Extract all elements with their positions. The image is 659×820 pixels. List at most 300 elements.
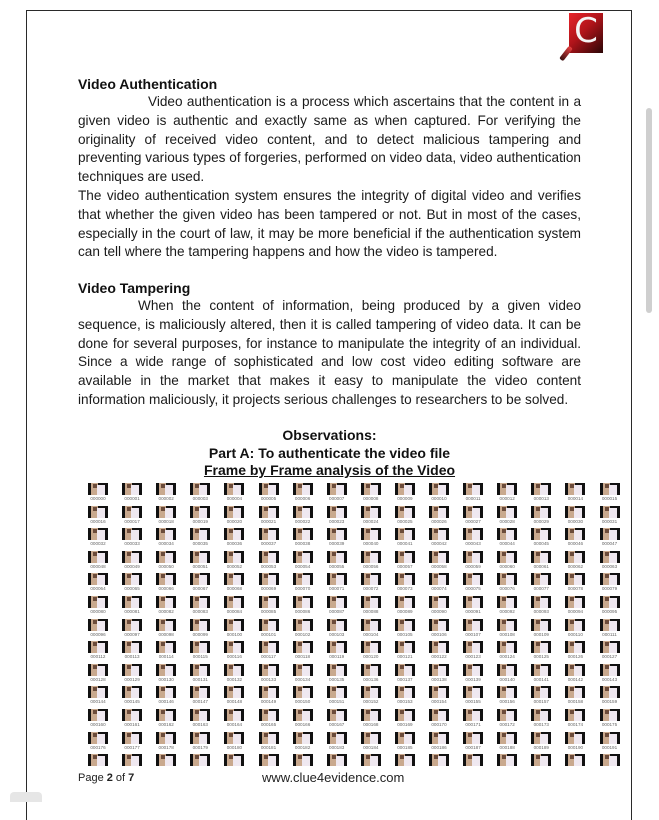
- frame-label: 000172: [499, 722, 515, 727]
- frame-image: [463, 551, 483, 563]
- frame-label: 000000: [90, 496, 106, 501]
- frame-image: [463, 754, 483, 766]
- frame-thumbnail: [321, 619, 353, 638]
- frame-label: 000130: [158, 676, 174, 682]
- frame-image: [190, 619, 210, 631]
- frame-label: 000141: [533, 676, 549, 682]
- frame-thumbnail: [423, 709, 455, 728]
- frame-thumbnail: [116, 619, 148, 638]
- frame-image: [463, 664, 483, 676]
- frame-thumbnail: [150, 754, 182, 766]
- frame-thumbnail: [423, 573, 455, 592]
- frame-image: [497, 619, 517, 631]
- frame-image: [122, 596, 142, 608]
- frame-image: [224, 732, 244, 744]
- frame-thumbnail: [253, 664, 285, 683]
- frame-image: [156, 732, 176, 744]
- frame-image: [600, 483, 620, 495]
- frame-label: 000056: [363, 563, 379, 569]
- frame-label: 000058: [431, 563, 447, 569]
- frame-label: 000097: [124, 631, 140, 637]
- frame-thumbnail: [253, 528, 285, 547]
- frame-thumbnail: [287, 641, 319, 660]
- frame-image: [259, 709, 279, 721]
- frame-label: 000090: [431, 609, 447, 614]
- frame-row: [82, 573, 622, 595]
- frame-image: [497, 528, 517, 540]
- frame-image: [565, 686, 585, 698]
- frame-thumbnail: [150, 596, 182, 615]
- frame-label: 000180: [226, 744, 243, 750]
- frame-image: [429, 664, 449, 676]
- frame-image: [565, 483, 585, 495]
- frame-thumbnail: [321, 732, 353, 751]
- frame-image: [327, 664, 347, 676]
- frame-label: 000178: [158, 744, 174, 750]
- frame-thumbnail: [491, 754, 523, 766]
- frame-label: 000014: [567, 496, 584, 501]
- frame-thumbnail: [594, 709, 626, 728]
- frame-thumbnail: [184, 506, 216, 525]
- frame-label: 000128: [90, 676, 106, 682]
- frame-thumbnail: [82, 641, 114, 660]
- frame-thumbnail: [116, 596, 148, 615]
- frame-image: [565, 709, 585, 721]
- frame-image: [327, 709, 347, 721]
- frame-label: 000112: [90, 654, 106, 660]
- frame-thumbnail: [116, 528, 148, 547]
- frame-thumbnail: [355, 664, 387, 683]
- frame-thumbnail: [150, 664, 182, 683]
- frame-image: [327, 573, 347, 585]
- frame-label: 000164: [226, 722, 243, 727]
- frame-image: [497, 483, 517, 495]
- frame-image: [156, 686, 176, 698]
- frame-image: [463, 709, 483, 721]
- frame-image: [224, 754, 244, 766]
- frame-thumbnail: [253, 754, 285, 766]
- frame-image: [600, 551, 620, 563]
- frame-label: 000173: [533, 722, 549, 727]
- frame-image: [88, 596, 108, 608]
- frame-thumbnail: [150, 551, 182, 570]
- frame-image: [361, 483, 381, 495]
- frame-label: 000079: [601, 586, 618, 592]
- frame-thumbnail: [423, 528, 455, 547]
- frame-label: 000062: [567, 563, 584, 569]
- frame-thumbnail: [82, 528, 114, 547]
- frame-image: [600, 528, 620, 540]
- frame-label: 000123: [465, 654, 481, 660]
- frame-thumbnail: [253, 709, 285, 728]
- frame-label: 000098: [158, 631, 174, 637]
- frame-thumbnail: [287, 483, 319, 502]
- frame-thumbnail: [525, 754, 557, 766]
- frame-thumbnail: [116, 506, 148, 525]
- frame-label: 000140: [499, 676, 515, 682]
- frame-label: 000008: [363, 496, 379, 501]
- frame-label: 000068: [226, 586, 243, 592]
- frame-thumbnail: [594, 641, 626, 660]
- section-video-authentication: [78, 76, 581, 262]
- frame-thumbnail: [184, 686, 216, 705]
- frame-thumbnail: [218, 732, 250, 751]
- frame-image: [224, 641, 244, 653]
- frame-image: [395, 551, 415, 563]
- frame-label: 000152: [363, 699, 379, 705]
- frame-label: 000074: [431, 586, 447, 592]
- frame-label: 000007: [329, 496, 345, 501]
- frame-thumbnail: [457, 664, 489, 683]
- frame-thumbnail: [457, 573, 489, 592]
- frame-image: [395, 619, 415, 631]
- frame-label: 000067: [192, 586, 208, 592]
- frame-label: 000170: [431, 722, 447, 727]
- frame-label: 000159: [601, 699, 618, 705]
- frame-label: 000147: [192, 699, 208, 705]
- frame-image: [361, 619, 381, 631]
- frame-label: 000076: [499, 586, 515, 592]
- frame-thumbnail: [525, 528, 557, 547]
- frame-image: [327, 619, 347, 631]
- frame-thumbnail: [423, 506, 455, 525]
- frame-label: 000021: [260, 518, 277, 524]
- frame-row: [82, 483, 622, 505]
- frame-thumbnail: [253, 483, 285, 502]
- frame-thumbnail: [321, 686, 353, 705]
- frame-image: [531, 641, 551, 653]
- frame-image: [327, 686, 347, 698]
- frame-image: [190, 732, 210, 744]
- frame-thumbnail: [355, 573, 387, 592]
- frame-label: 000075: [465, 586, 481, 592]
- frame-thumbnail: [321, 596, 353, 615]
- frame-image: [531, 483, 551, 495]
- frame-label: 000161: [124, 722, 140, 727]
- frame-thumbnail: [423, 551, 455, 570]
- frame-thumbnail: [525, 641, 557, 660]
- frame-thumbnail: [594, 573, 626, 592]
- frame-thumbnail: [594, 754, 626, 766]
- frame-thumbnail: [423, 754, 455, 766]
- frame-image: [361, 686, 381, 698]
- frame-label: 000133: [260, 676, 277, 682]
- frame-image: [190, 686, 210, 698]
- frame-image: [156, 551, 176, 563]
- frame-label: 000004: [226, 496, 243, 501]
- frame-image: [497, 573, 517, 585]
- frame-thumbnail: [116, 573, 148, 592]
- frame-label: 000129: [124, 676, 140, 682]
- frame-label: 000081: [124, 609, 140, 614]
- frame-thumbnail: [355, 619, 387, 638]
- frame-image: [224, 596, 244, 608]
- frame-label: 000182: [294, 744, 311, 750]
- frame-label: 000171: [465, 722, 481, 727]
- frame-label: 000066: [158, 586, 174, 592]
- frame-label: 000157: [533, 699, 549, 705]
- frame-thumbnail: [559, 619, 591, 638]
- frame-label: 000006: [294, 496, 311, 501]
- frame-label: 000037: [260, 541, 277, 547]
- frame-image: [88, 528, 108, 540]
- frame-image: [565, 619, 585, 631]
- frame-image: [156, 596, 176, 608]
- frame-row: [82, 596, 622, 618]
- frame-thumbnail: [218, 686, 250, 705]
- frame-thumbnail: [423, 641, 455, 660]
- frame-label: 000120: [363, 654, 379, 660]
- frame-image: [429, 754, 449, 766]
- frame-image: [259, 528, 279, 540]
- frame-image: [600, 686, 620, 698]
- frame-image: [327, 641, 347, 653]
- frame-label: 000156: [499, 699, 515, 705]
- frame-label: 000113: [124, 654, 140, 660]
- frame-label: 000096: [90, 631, 106, 637]
- frame-thumbnail: [150, 709, 182, 728]
- frame-image: [122, 506, 142, 518]
- frame-label: 000024: [363, 518, 379, 524]
- frame-row: [82, 686, 622, 708]
- frame-label: 000026: [431, 518, 447, 524]
- frame-image: [429, 573, 449, 585]
- frame-image: [395, 596, 415, 608]
- frame-label: 000092: [499, 609, 515, 614]
- frame-thumbnail: [355, 686, 387, 705]
- frame-label: 000048: [90, 563, 106, 569]
- frame-label: 000069: [260, 586, 277, 592]
- frame-label: 000146: [158, 699, 174, 705]
- frame-image: [565, 506, 585, 518]
- frame-thumbnail: [184, 664, 216, 683]
- frame-image: [293, 641, 313, 653]
- frame-label: 000084: [226, 609, 243, 614]
- frame-label: 000185: [397, 744, 413, 750]
- frame-image: [293, 483, 313, 495]
- frame-label: 000099: [192, 631, 208, 637]
- frame-thumbnail: [525, 664, 557, 683]
- frame-label: 000150: [294, 699, 311, 705]
- frame-thumbnail: [389, 619, 421, 638]
- frame-label: 000059: [465, 563, 481, 569]
- frame-label: 000003: [192, 496, 208, 501]
- frame-label: 000138: [431, 676, 447, 682]
- frame-label: 000160: [90, 722, 106, 727]
- frame-thumbnail: [116, 732, 148, 751]
- frame-label: 000042: [431, 541, 447, 547]
- frame-label: 000111: [602, 631, 617, 637]
- frame-thumbnail: [525, 709, 557, 728]
- frame-label: 000018: [158, 518, 174, 524]
- frame-image: [88, 551, 108, 563]
- frame-image: [497, 664, 517, 676]
- frame-label: 000088: [363, 609, 379, 614]
- paragraph: Video authentication is a process which ascertains that the content in a given video is authentic and exactly same as when captured. For verifying the originality of received video content, and to detect malicious tampering and preventing various types of forgeries, performed on video data, video authentication techniques are used.: [78, 94, 581, 185]
- frame-image: [600, 664, 620, 676]
- frame-image: [88, 506, 108, 518]
- frame-image: [293, 506, 313, 518]
- frame-label: 000136: [363, 676, 379, 682]
- frame-thumbnail: [491, 641, 523, 660]
- frame-thumbnail: [594, 596, 626, 615]
- frame-image: [361, 573, 381, 585]
- frame-label: 000034: [158, 541, 174, 547]
- frame-thumbnail: [355, 596, 387, 615]
- section-heading: Video Authentication: [78, 76, 218, 92]
- frame-image: [293, 754, 313, 766]
- frame-image: [531, 551, 551, 563]
- frame-image: [361, 506, 381, 518]
- frame-label: 000052: [226, 563, 243, 569]
- frame-label: 000105: [397, 631, 413, 637]
- frame-thumbnail: [321, 664, 353, 683]
- frame-thumbnail: [423, 619, 455, 638]
- frame-image: [156, 664, 176, 676]
- frame-thumbnail: [389, 596, 421, 615]
- frame-label: 000060: [499, 563, 515, 569]
- frame-label: 000020: [226, 518, 243, 524]
- frame-thumbnail: [116, 551, 148, 570]
- frame-label: 000101: [260, 631, 277, 637]
- frame-label: 000176: [90, 744, 106, 750]
- frame-image: [122, 641, 142, 653]
- frame-image: [600, 506, 620, 518]
- frame-image: [156, 506, 176, 518]
- frame-label: 000011: [465, 496, 481, 501]
- frame-label: 000162: [158, 722, 174, 727]
- frame-label: 000117: [261, 654, 276, 660]
- frame-label: 000085: [260, 609, 277, 614]
- frame-image: [122, 709, 142, 721]
- frame-thumbnail: [116, 664, 148, 683]
- frame-image: [190, 573, 210, 585]
- frame-label: 000027: [465, 518, 481, 524]
- frame-image: [361, 641, 381, 653]
- frame-thumbnail: [491, 573, 523, 592]
- frame-thumbnail: [594, 551, 626, 570]
- frame-image: [156, 528, 176, 540]
- frame-image: [463, 686, 483, 698]
- frame-image: [293, 664, 313, 676]
- frame-image: [293, 686, 313, 698]
- frame-thumbnail: [150, 641, 182, 660]
- frame-thumbnail: [423, 596, 455, 615]
- frame-label: 000134: [294, 676, 311, 682]
- frame-image: [88, 619, 108, 631]
- frame-image: [327, 754, 347, 766]
- frame-label: 000104: [363, 631, 379, 637]
- frame-label: 000110: [567, 631, 583, 637]
- frame-image: [600, 641, 620, 653]
- frame-label: 000155: [465, 699, 481, 705]
- frame-thumbnail: [491, 686, 523, 705]
- frame-label: 000190: [567, 744, 584, 750]
- frame-label: 000137: [397, 676, 413, 682]
- frame-image: [190, 483, 210, 495]
- frame-label: 000094: [567, 609, 584, 614]
- frame-label: 000049: [124, 563, 140, 569]
- frame-label: 000030: [567, 518, 584, 524]
- frame-thumbnail: [287, 754, 319, 766]
- frame-row: [82, 619, 622, 641]
- frame-thumbnail: [355, 506, 387, 525]
- frame-label: 000109: [533, 631, 549, 637]
- frame-image: [463, 596, 483, 608]
- frame-thumbnail: [559, 641, 591, 660]
- frame-thumbnail: [82, 754, 114, 766]
- frame-thumbnail: [525, 551, 557, 570]
- frame-image: [429, 619, 449, 631]
- frame-thumbnail: [253, 686, 285, 705]
- frame-label: 000148: [226, 699, 243, 705]
- frame-image: [156, 573, 176, 585]
- frame-image: [429, 686, 449, 698]
- frame-thumbnail: [594, 732, 626, 751]
- frame-thumbnail: [150, 506, 182, 525]
- page-number: Page 2 of 7: [78, 772, 135, 784]
- frame-thumbnail: [389, 664, 421, 683]
- observations-heading-block: [78, 427, 581, 480]
- frame-label: 000153: [397, 699, 413, 705]
- frame-thumbnail: [321, 528, 353, 547]
- frame-thumbnail: [184, 754, 216, 766]
- frame-label: 000039: [329, 541, 345, 547]
- frame-image: [224, 506, 244, 518]
- frame-image: [429, 641, 449, 653]
- frame-label: 000124: [499, 654, 515, 660]
- frame-thumbnail: [82, 732, 114, 751]
- frame-image: [395, 732, 415, 744]
- frame-image: [429, 551, 449, 563]
- frame-thumbnail: [525, 686, 557, 705]
- frame-image: [429, 506, 449, 518]
- frame-label: 000179: [192, 744, 208, 750]
- frame-label: 000071: [329, 586, 345, 592]
- frame-label: 000057: [397, 563, 413, 569]
- frame-image: [224, 551, 244, 563]
- frame-label: 000149: [260, 699, 277, 705]
- frame-thumbnail: [491, 528, 523, 547]
- frame-label: 000144: [90, 699, 106, 705]
- frame-image: [531, 506, 551, 518]
- frame-image: [190, 596, 210, 608]
- frame-label: 000033: [124, 541, 140, 547]
- frame-image: [497, 596, 517, 608]
- frame-thumbnail: [525, 506, 557, 525]
- frame-label: 000118: [295, 654, 311, 660]
- frame-row: [82, 506, 622, 528]
- frame-thumbnail: [355, 732, 387, 751]
- vertical-scrollbar[interactable]: [646, 108, 652, 313]
- frame-image: [429, 596, 449, 608]
- frame-image: [531, 528, 551, 540]
- frame-label: 000187: [465, 744, 481, 750]
- frame-image: [463, 483, 483, 495]
- frame-image: [122, 732, 142, 744]
- frame-label: 000184: [363, 744, 379, 750]
- frame-image: [497, 641, 517, 653]
- frame-label: 000019: [192, 518, 208, 524]
- frame-image: [224, 664, 244, 676]
- corner-tab: [10, 792, 42, 802]
- frame-label: 000050: [158, 563, 174, 569]
- frame-image: [463, 573, 483, 585]
- frame-thumbnail: [594, 506, 626, 525]
- frame-thumbnail: [355, 709, 387, 728]
- frame-image: [88, 483, 108, 495]
- frame-image: [361, 709, 381, 721]
